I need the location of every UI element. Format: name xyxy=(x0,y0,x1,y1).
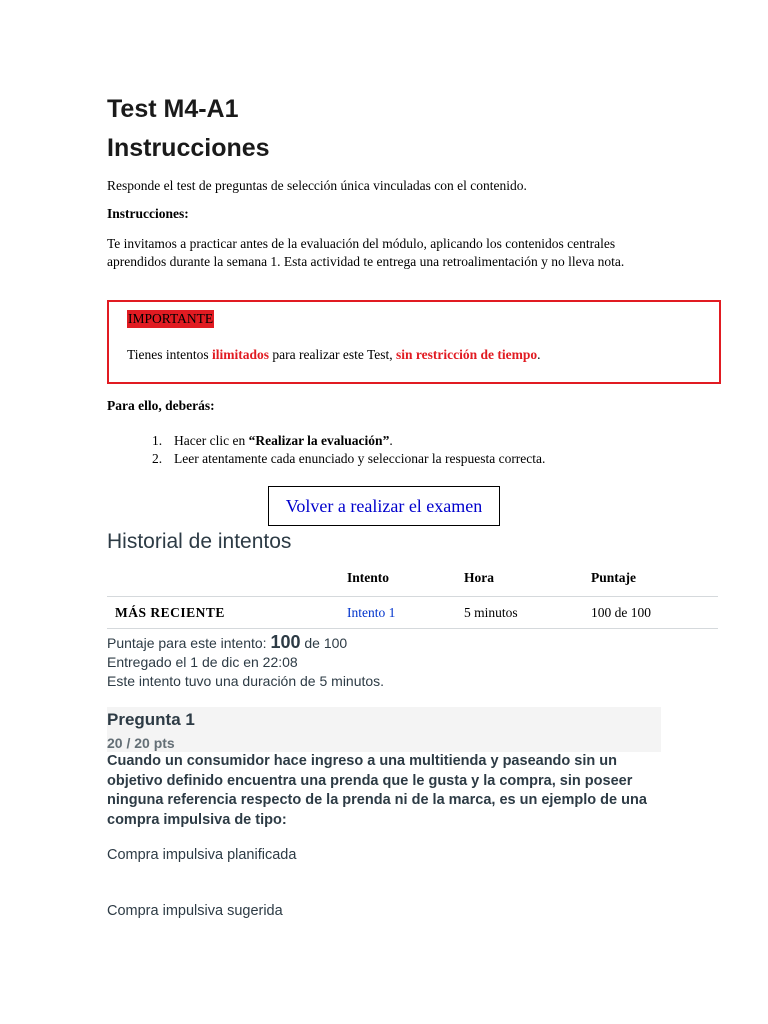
step-text: Leer atentamente cada enunciado y seleccionar la respuesta correcta. xyxy=(174,451,546,466)
page-title: Test M4-A1 xyxy=(107,95,239,123)
important-highlight-unlimited: ilimitados xyxy=(212,347,270,362)
step-number: 1. xyxy=(152,433,163,448)
column-header-time: Hora xyxy=(464,570,494,585)
attempt-history-title: Historial de intentos xyxy=(107,530,292,553)
score-prefix: Puntaje para este intento: xyxy=(107,635,271,651)
step-item xyxy=(152,450,545,468)
important-text-post: . xyxy=(537,347,541,362)
step-text-end: . xyxy=(389,433,393,448)
column-header-label xyxy=(107,560,347,597)
attempt-history-table xyxy=(107,560,718,629)
instructions-label: Instrucciones: xyxy=(107,206,189,221)
retake-exam-button[interactable]: Volver a realizar el examen xyxy=(268,486,500,526)
attempt-label: MÁS RECIENTE xyxy=(107,597,347,629)
question-points: 20 / 20 pts xyxy=(107,735,175,751)
column-header-attempt: Intento xyxy=(347,570,390,585)
steps-label: Para ello, deberás: xyxy=(107,398,215,413)
step-text-bold: “Realizar la evaluación” xyxy=(248,433,390,448)
question-title: Pregunta 1 xyxy=(107,710,195,729)
important-highlight-no-time-limit: sin restricción de tiempo xyxy=(396,347,538,362)
attempt-score: 100 de 100 xyxy=(591,597,718,629)
important-text-mid: para realizar este Test, xyxy=(269,347,397,362)
score-suffix: de 100 xyxy=(300,635,348,651)
answer-option[interactable]: Compra impulsiva planificada xyxy=(107,847,297,863)
important-tag: IMPORTANTE xyxy=(128,311,214,326)
instructions-text: Te invitamos a practicar antes de la evaluación del módulo, aplicando los contenidos centrales aprendidos durante la semana 1. Esta actividad te entrega una retroalimentación y no lleva nota. xyxy=(107,236,625,269)
important-notice xyxy=(107,300,721,384)
submitted-date: Entregado el 1 de dic en 22:08 xyxy=(107,654,298,670)
attempt-duration: Este intento tuvo una duración de 5 minutos. xyxy=(107,673,385,689)
step-item xyxy=(152,432,545,450)
steps-list xyxy=(152,432,545,468)
attempt-cell xyxy=(347,597,464,629)
instructions-intro: Responde el test de preguntas de selección única vinculadas con el contenido. xyxy=(107,178,527,193)
attempt-time: 5 minutos xyxy=(464,597,591,629)
table-row xyxy=(107,597,718,629)
column-header-score: Puntaje xyxy=(591,570,636,585)
table-header-row xyxy=(107,560,718,597)
question-text: Cuando un consumidor hace ingreso a una multitienda y paseando sin un objetivo definido encuentra una prenda que le gusta y la compra, sin poseer ninguna referencia respecto de la prenda ni de la marca, es un ejemplo de una compra impulsiva de tipo: xyxy=(107,753,647,828)
question-header xyxy=(107,707,661,752)
page-subtitle: Instrucciones xyxy=(107,134,270,162)
answer-option[interactable]: Compra impulsiva sugerida xyxy=(107,903,283,919)
attempt-link[interactable]: Intento 1 xyxy=(347,604,396,620)
score-value: 100 xyxy=(270,632,301,652)
important-text xyxy=(127,346,541,364)
important-text-pre: Tienes intentos xyxy=(127,347,213,362)
step-text: Hacer clic en xyxy=(174,433,249,448)
score-summary xyxy=(107,633,347,653)
step-number: 2. xyxy=(152,451,163,466)
